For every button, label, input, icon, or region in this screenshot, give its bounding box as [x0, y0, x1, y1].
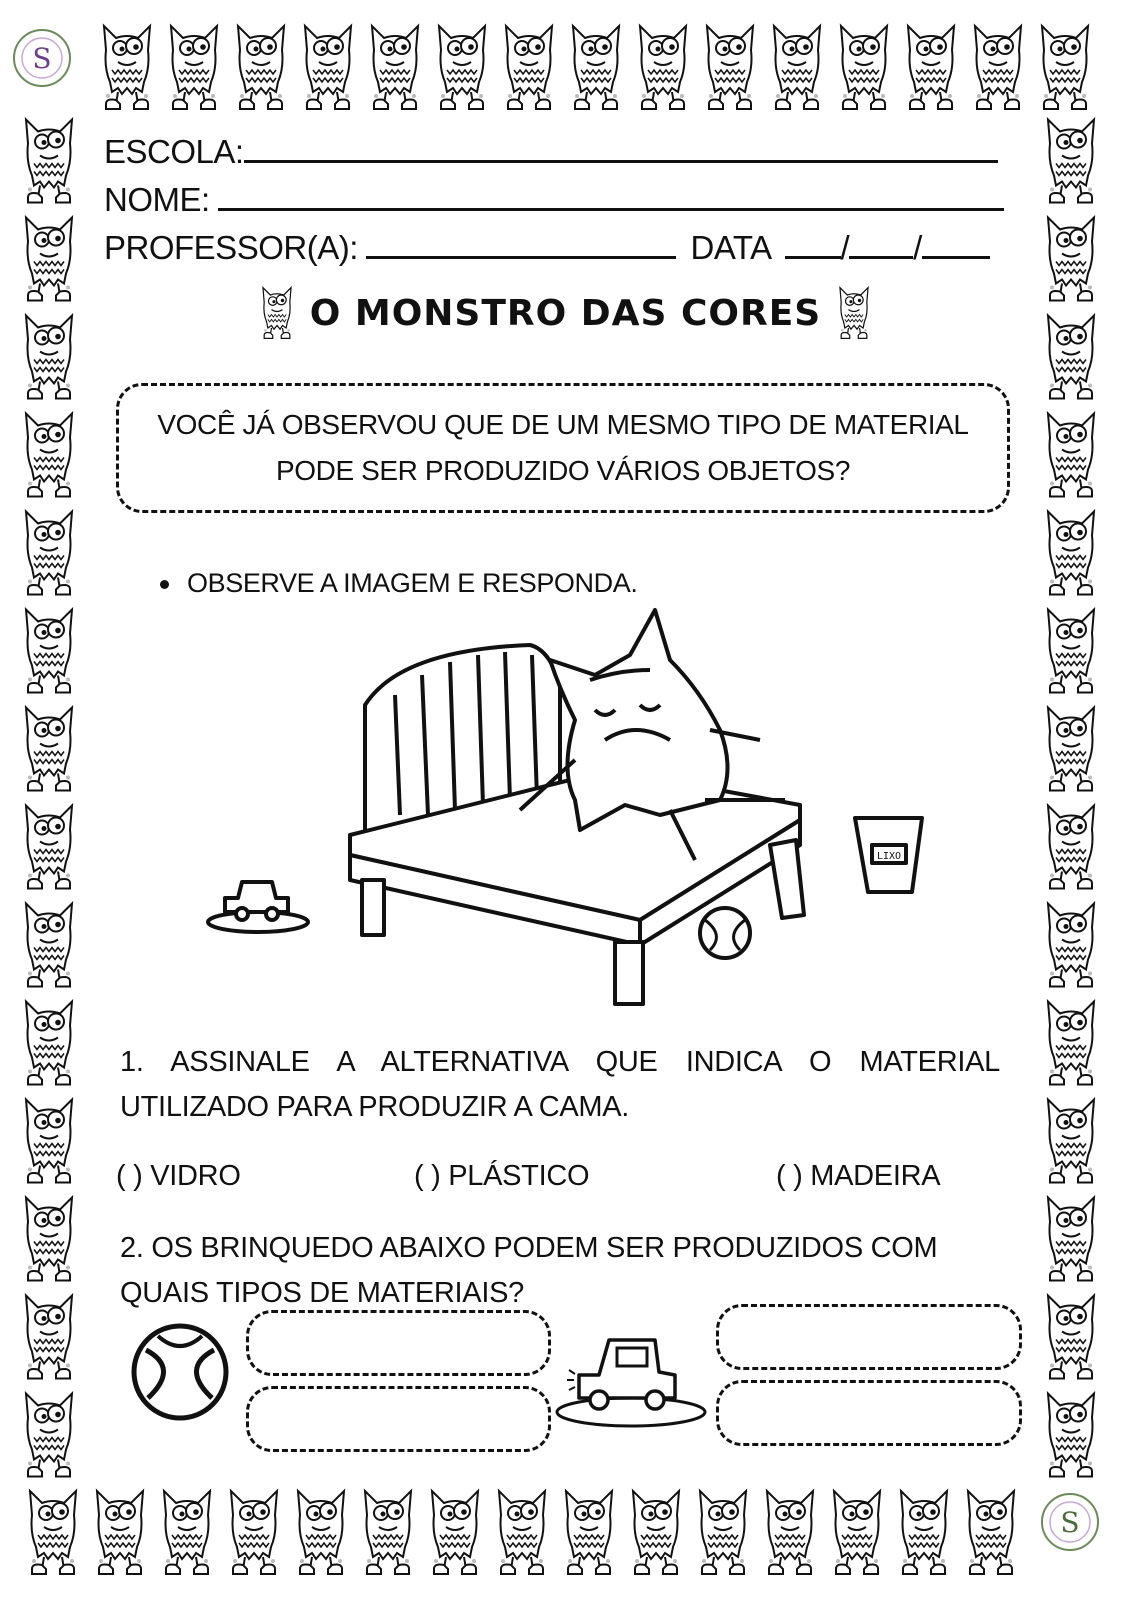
monster-border-icon — [364, 20, 426, 115]
monster-border-icon — [156, 1485, 218, 1580]
name-line[interactable] — [218, 182, 1004, 211]
brand-logo-icon — [12, 28, 72, 88]
ball-answer-box-2[interactable] — [246, 1386, 551, 1452]
monster-border-icon — [632, 20, 694, 115]
monster-border-icon — [1040, 994, 1102, 1092]
monster-border-icon — [18, 1092, 80, 1190]
monster-border-icon — [18, 1288, 80, 1386]
monster-border-icon — [1040, 1386, 1102, 1484]
monster-border-icon — [1040, 1190, 1102, 1288]
ball-icon — [128, 1320, 232, 1424]
name-label: NOME: — [104, 181, 210, 218]
monster-border-icon — [18, 798, 80, 896]
school-line[interactable] — [244, 134, 998, 163]
monster-border-icon — [18, 112, 80, 210]
monster-border-icon — [1040, 112, 1102, 210]
monster-border-icon — [1040, 798, 1102, 896]
monster-border-icon — [290, 1485, 352, 1580]
title-row — [0, 284, 1131, 342]
monster-border-icon — [565, 20, 627, 115]
question-2-line-1: 2. OS BRINQUEDO ABAIXO PODEM SER PRODUZIDOS COM — [120, 1232, 938, 1264]
bullet-icon — [160, 580, 169, 589]
monster-border-icon — [18, 896, 80, 994]
monster-border-icon — [1034, 20, 1096, 115]
car-answer-box-1[interactable] — [716, 1304, 1022, 1370]
monster-title-icon — [835, 284, 873, 342]
monster-border-icon — [96, 20, 158, 115]
trash-label: LIXO — [876, 851, 902, 862]
monster-border-icon — [1040, 504, 1102, 602]
teacher-date-field[interactable] — [104, 229, 990, 267]
school-label: ESCOLA: — [104, 133, 244, 170]
monster-border-icon — [357, 1485, 419, 1580]
monster-border-icon — [18, 406, 80, 504]
teacher-label: PROFESSOR(A): — [104, 229, 358, 266]
monster-border-icon — [960, 1485, 1022, 1580]
brand-logo-icon — [1040, 1492, 1100, 1552]
school-field[interactable] — [104, 133, 998, 171]
monster-border-icon — [1040, 700, 1102, 798]
date-separator: / — [840, 229, 850, 266]
page-title: O MONSTRO DAS CORES — [309, 292, 822, 334]
instruction-text: OBSERVE A IMAGEM E RESPONDA. — [187, 568, 638, 598]
monster-border-icon — [1040, 406, 1102, 504]
option-plastico[interactable]: ( ) PLÁSTICO — [414, 1160, 590, 1192]
monster-border-icon — [766, 20, 828, 115]
question-line-1: VOCÊ JÁ OBSERVOU QUE DE UM MESMO TIPO DE MATERIAL — [157, 409, 969, 440]
monster-border-icon — [230, 20, 292, 115]
monster-border-icon — [424, 1485, 486, 1580]
monster-border-icon — [498, 20, 560, 115]
option-vidro[interactable]: ( ) VIDRO — [116, 1160, 241, 1192]
monster-border-icon — [625, 1485, 687, 1580]
monster-border-icon — [431, 20, 493, 115]
monster-border-icon — [1040, 1092, 1102, 1190]
name-field[interactable] — [104, 181, 1004, 219]
border-top — [96, 20, 1096, 115]
monster-border-icon — [692, 1485, 754, 1580]
question-2 — [120, 1226, 1000, 1316]
monster-border-icon — [18, 994, 80, 1092]
date-month-line[interactable] — [849, 230, 913, 259]
date-year-line[interactable] — [922, 230, 990, 259]
option-madeira[interactable]: ( ) MADEIRA — [776, 1160, 941, 1192]
date-day-line[interactable] — [785, 230, 841, 259]
border-bottom — [22, 1485, 1022, 1580]
monster-border-icon — [491, 1485, 553, 1580]
monster-border-icon — [699, 20, 761, 115]
monster-border-icon — [893, 1485, 955, 1580]
monster-border-icon — [900, 20, 962, 115]
svg-text:S: S — [32, 42, 52, 75]
car-answer-box-2[interactable] — [716, 1380, 1022, 1446]
question-2-line-2: QUAIS TIPOS DE MATERIAIS? — [120, 1277, 524, 1309]
date-label: DATA — [690, 229, 770, 266]
teacher-line[interactable] — [366, 230, 676, 259]
monster-border-icon — [18, 504, 80, 602]
question-1-line-1: 1. ASSINALE A ALTERNATIVA QUE INDICA O MATERIAL — [120, 1046, 1000, 1078]
question-1 — [120, 1040, 1000, 1130]
monster-border-icon — [22, 1485, 84, 1580]
monster-border-icon — [18, 700, 80, 798]
monster-border-icon — [297, 20, 359, 115]
monster-border-icon — [833, 20, 895, 115]
monster-border-icon — [1040, 896, 1102, 994]
monster-border-icon — [1040, 602, 1102, 700]
monster-border-icon — [18, 1386, 80, 1484]
question-line-2: PODE SER PRODUZIDO VÁRIOS OBJETOS? — [275, 455, 850, 486]
monster-border-icon — [826, 1485, 888, 1580]
monster-border-icon — [89, 1485, 151, 1580]
bed-monster-illustration — [200, 600, 940, 1012]
date-separator: / — [913, 229, 922, 266]
question-box — [116, 383, 1010, 513]
monster-border-icon — [18, 1190, 80, 1288]
monster-border-icon — [223, 1485, 285, 1580]
ball-answer-box-1[interactable] — [246, 1310, 551, 1376]
monster-title-icon — [258, 284, 296, 342]
monster-border-icon — [759, 1485, 821, 1580]
monster-border-icon — [967, 20, 1029, 115]
question-1-line-2: UTILIZADO PARA PRODUZIR A CAMA. — [120, 1091, 630, 1123]
instruction — [160, 568, 637, 599]
monster-border-icon — [558, 1485, 620, 1580]
monster-border-icon — [1040, 1288, 1102, 1386]
monster-border-icon — [163, 20, 225, 115]
car-icon — [555, 1330, 707, 1430]
monster-border-icon — [18, 602, 80, 700]
svg-text:S: S — [1060, 1506, 1080, 1539]
